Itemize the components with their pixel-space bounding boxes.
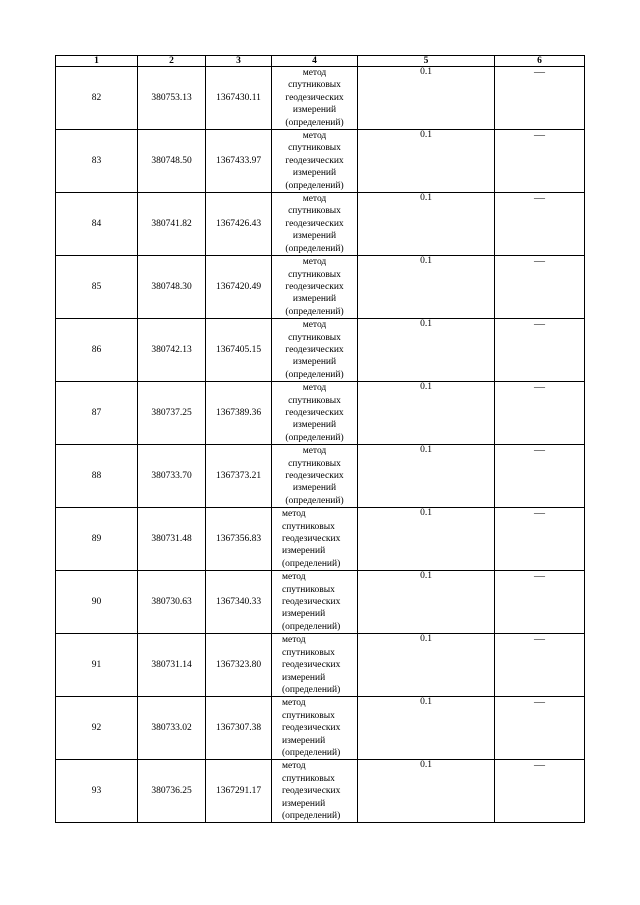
method-text-line: метод: [282, 698, 306, 709]
note-cell: —: [495, 508, 585, 571]
accuracy-cell: 0.1: [358, 193, 495, 256]
header-cell-2: 2: [138, 56, 206, 67]
note-cell: —: [495, 760, 585, 823]
method-text-line: измерений: [292, 231, 337, 242]
method-text-line: геодезических: [285, 407, 344, 418]
point-number-cell: 82: [56, 67, 138, 130]
method-cell: [272, 319, 358, 382]
table-row: [56, 130, 585, 193]
x-coordinate-cell: 380731.14: [138, 634, 206, 697]
y-coordinate-cell: 1367426.43: [206, 193, 272, 256]
accuracy-cell: 0.1: [358, 67, 495, 130]
method-cell: [272, 67, 358, 130]
header-cell-6: 6: [495, 56, 585, 67]
method-text-line: измерений: [282, 546, 326, 557]
x-coordinate-cell: 380736.25: [138, 760, 206, 823]
method-text-line: метод: [302, 131, 327, 142]
method-text-line: спутниковых: [288, 269, 341, 280]
x-coordinate-cell: 380748.50: [138, 130, 206, 193]
point-number-cell: 91: [56, 634, 138, 697]
method-text-line: (определений): [282, 747, 341, 758]
method-text-line: геодезических: [282, 723, 341, 734]
method-text-line: метод: [302, 194, 327, 205]
table-row: [56, 319, 585, 382]
y-coordinate-cell: 1367405.15: [206, 319, 272, 382]
table-row: [56, 571, 585, 634]
method-cell: [272, 697, 358, 760]
method-cell: [272, 256, 358, 319]
method-text-line: спутниковых: [282, 710, 335, 721]
accuracy-cell: 0.1: [358, 445, 495, 508]
y-coordinate-cell: 1367420.49: [206, 256, 272, 319]
method-text-line: измерений: [282, 798, 326, 809]
method-text-line: спутниковых: [288, 206, 341, 217]
method-cell: [272, 193, 358, 256]
x-coordinate-cell: 380731.48: [138, 508, 206, 571]
y-coordinate-cell: 1367356.83: [206, 508, 272, 571]
accuracy-cell: 0.1: [358, 256, 495, 319]
method-text-line: геодезических: [285, 281, 344, 292]
note-cell: —: [495, 130, 585, 193]
method-text-line: метод: [302, 68, 327, 78]
method-text-line: измерений: [292, 294, 337, 305]
method-text-line: метод: [282, 761, 306, 772]
method-text-line: (определений): [285, 306, 344, 317]
method-text-line: метод: [282, 509, 306, 520]
method-text-line: (определений): [285, 243, 344, 254]
accuracy-cell: 0.1: [358, 508, 495, 571]
method-text-line: метод: [282, 635, 306, 646]
method-text-line: геодезических: [282, 597, 341, 608]
y-coordinate-cell: 1367323.80: [206, 634, 272, 697]
y-coordinate-cell: 1367291.17: [206, 760, 272, 823]
method-text-line: геодезических: [285, 471, 344, 481]
point-number-cell: 90: [56, 571, 138, 634]
accuracy-cell: 0.1: [358, 319, 495, 382]
note-cell: —: [495, 697, 585, 760]
note-cell: —: [495, 193, 585, 256]
note-cell: —: [495, 634, 585, 697]
method-cell: [272, 760, 358, 823]
accuracy-cell: 0.1: [358, 697, 495, 760]
method-cell: [272, 571, 358, 634]
y-coordinate-cell: 1367340.33: [206, 571, 272, 634]
method-text-line: метод: [302, 383, 327, 394]
table-row: [56, 760, 585, 823]
method-text-line: геодезических: [285, 218, 344, 229]
method-text-line: (определений): [282, 558, 341, 569]
table-row: [56, 634, 585, 697]
point-number-cell: 85: [56, 256, 138, 319]
method-cell: [272, 382, 358, 445]
x-coordinate-cell: 380737.25: [138, 382, 206, 445]
method-cell: [272, 130, 358, 193]
x-coordinate-cell: 380748.30: [138, 256, 206, 319]
point-number-cell: 87: [56, 382, 138, 445]
method-text-line: спутниковых: [288, 395, 341, 406]
method-text-line: спутниковых: [288, 332, 341, 343]
header-cell-1: 1: [56, 56, 138, 67]
note-cell: —: [495, 319, 585, 382]
method-cell: [272, 445, 358, 508]
method-text-line: измерений: [282, 735, 326, 746]
y-coordinate-cell: 1367307.38: [206, 697, 272, 760]
accuracy-cell: 0.1: [358, 571, 495, 634]
method-text-line: геодезических: [282, 660, 341, 671]
method-text-line: спутниковых: [282, 773, 335, 784]
method-text-line: спутниковых: [288, 458, 341, 469]
table-row: [56, 508, 585, 571]
method-text-line: (определений): [282, 810, 341, 821]
method-cell: [272, 634, 358, 697]
note-cell: —: [495, 382, 585, 445]
point-number-cell: 93: [56, 760, 138, 823]
x-coordinate-cell: 380730.63: [138, 571, 206, 634]
accuracy-cell: 0.1: [358, 760, 495, 823]
method-text-line: (определений): [285, 180, 344, 191]
accuracy-cell: 0.1: [358, 634, 495, 697]
accuracy-cell: 0.1: [358, 382, 495, 445]
method-text-line: геодезических: [282, 534, 341, 545]
header-cell-3: 3: [206, 56, 272, 67]
method-text-line: геодезических: [285, 92, 344, 103]
x-coordinate-cell: 380753.13: [138, 67, 206, 130]
method-text-line: метод: [302, 446, 327, 457]
method-text-line: метод: [302, 320, 327, 331]
table-row: [56, 193, 585, 256]
note-cell: —: [495, 256, 585, 319]
note-cell: —: [495, 67, 585, 130]
method-text-line: измерений: [292, 168, 337, 179]
method-text-line: спутниковых: [282, 647, 335, 658]
method-cell: [272, 508, 358, 571]
method-text-line: (определений): [285, 369, 344, 380]
method-text-line: метод: [282, 572, 306, 583]
point-number-cell: 86: [56, 319, 138, 382]
x-coordinate-cell: 380741.82: [138, 193, 206, 256]
table-header-row: [56, 56, 585, 67]
method-text-line: измерений: [292, 357, 337, 368]
method-text-line: спутниковых: [288, 143, 341, 154]
point-number-cell: 92: [56, 697, 138, 760]
method-text-line: метод: [302, 257, 327, 268]
table-row: [56, 67, 585, 130]
accuracy-cell: 0.1: [358, 130, 495, 193]
method-text-line: измерений: [282, 609, 326, 620]
method-text-line: спутниковых: [282, 584, 335, 595]
method-text-line: измерений: [292, 105, 337, 116]
method-text-line: (определений): [282, 684, 341, 695]
method-text-line: (определений): [282, 621, 341, 632]
header-cell-5: 5: [358, 56, 495, 67]
table-row: [56, 445, 585, 508]
point-number-cell: 88: [56, 445, 138, 508]
point-number-cell: 83: [56, 130, 138, 193]
y-coordinate-cell: 1367433.97: [206, 130, 272, 193]
point-number-cell: 84: [56, 193, 138, 256]
point-number-cell: 89: [56, 508, 138, 571]
method-text-line: геодезических: [285, 344, 344, 355]
note-cell: —: [495, 445, 585, 508]
y-coordinate-cell: 1367430.11: [206, 67, 272, 130]
method-text-line: геодезических: [285, 155, 344, 166]
x-coordinate-cell: 380733.02: [138, 697, 206, 760]
header-cell-4: 4: [272, 56, 358, 67]
method-text-line: спутниковых: [282, 521, 335, 532]
y-coordinate-cell: 1367373.21: [206, 445, 272, 508]
method-text-line: измерений: [292, 420, 337, 431]
method-text-line: спутниковых: [288, 80, 341, 91]
table-row: [56, 382, 585, 445]
method-text-line: (определений): [285, 495, 344, 506]
y-coordinate-cell: 1367389.36: [206, 382, 272, 445]
table-row: [56, 697, 585, 760]
method-text-line: измерений: [282, 672, 326, 683]
x-coordinate-cell: 380733.70: [138, 445, 206, 508]
note-cell: —: [495, 571, 585, 634]
x-coordinate-cell: 380742.13: [138, 319, 206, 382]
coordinates-table: [55, 55, 585, 823]
method-text-line: (определений): [285, 117, 344, 128]
method-text-line: измерений: [292, 483, 337, 494]
method-text-line: геодезических: [282, 786, 341, 797]
table-row: [56, 256, 585, 319]
method-text-line: (определений): [285, 432, 344, 443]
